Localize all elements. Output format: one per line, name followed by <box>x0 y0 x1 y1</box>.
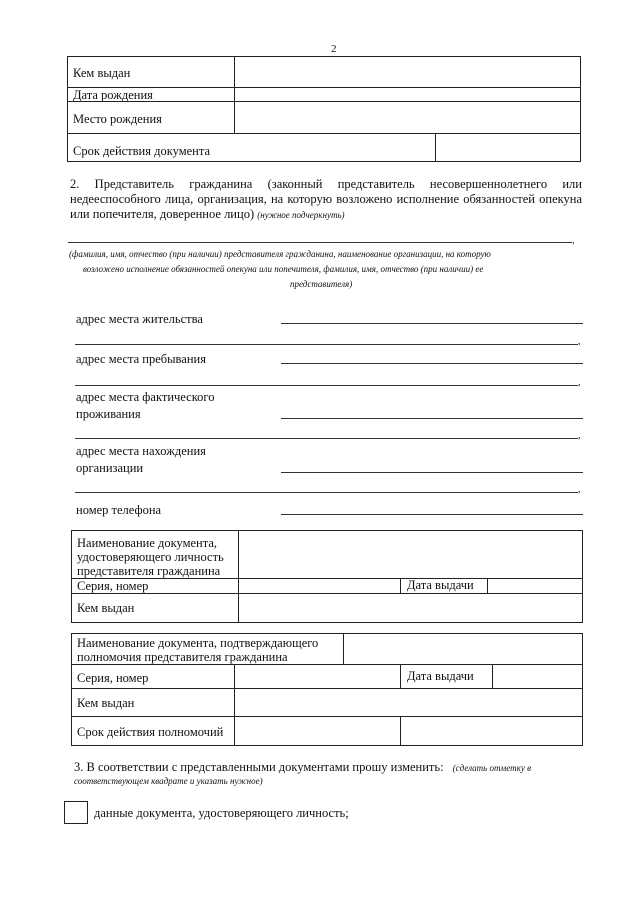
stay-address-line-2[interactable] <box>75 385 578 386</box>
section-2-text: 2. Представитель гражданина (законный представитель несовершеннолетнего или недееспособного лица, организация, на которую возложено исполнение обязанностей опекуна или попечителя, доверенное лицо) (нужное подчеркнуть) <box>70 177 582 221</box>
authority-series-label: Серия, номер <box>77 671 149 685</box>
residence-address-line-1[interactable] <box>281 323 583 324</box>
id-series-label: Серия, номер <box>77 579 149 593</box>
phone-label: номер телефона <box>76 503 162 517</box>
section-3-note-1: (сделать отметку в <box>452 763 531 773</box>
authority-validity-label: Срок действия полномочий <box>77 725 224 739</box>
authority-doc-table <box>71 633 583 746</box>
id-doc-title-1: Наименование документа, <box>77 536 218 550</box>
org-address-label-1: адрес места нахождения <box>76 444 206 458</box>
validity-label: Срок действия документа <box>73 144 211 158</box>
representative-id-table <box>71 530 583 623</box>
page-number: 2 <box>331 43 337 55</box>
authority-doc-title-2: полномочия представителя гражданина <box>77 650 288 664</box>
actual-address-label-1: адрес места фактического <box>76 390 215 404</box>
representative-caption-1: (фамилия, имя, отчество (при наличии) представителя гражданина, наименование организации, на которую <box>69 249 491 259</box>
residence-address-label: адрес места жительства <box>76 312 203 326</box>
representative-caption-3: представителя) <box>290 279 353 289</box>
id-issued-by-label: Кем выдан <box>77 601 135 615</box>
actual-address-line-2[interactable] <box>75 438 578 439</box>
id-issue-date-label: Дата выдачи <box>407 578 474 592</box>
issued-by-label: Кем выдан <box>73 66 131 80</box>
residence-address-line-2[interactable] <box>75 344 578 345</box>
option-id-data-checkbox[interactable] <box>64 801 88 824</box>
actual-address-label-2: проживания <box>76 407 141 421</box>
phone-line[interactable] <box>281 514 583 515</box>
section-3-text: 3. В соответствии с представленными документами прошу изменить: (сделать отметку в <box>74 760 531 774</box>
authority-issued-by-label: Кем выдан <box>77 696 135 710</box>
document-table-1 <box>67 56 581 162</box>
authority-issue-date-label: Дата выдачи <box>407 669 474 683</box>
org-address-label-2: организации <box>76 461 144 475</box>
authority-doc-title-1: Наименование документа, подтверждающего <box>77 636 319 650</box>
stay-address-label: адрес места пребывания <box>76 352 206 366</box>
birth-date-label: Дата рождения <box>73 88 153 102</box>
representative-name-line[interactable] <box>68 242 572 243</box>
org-address-line-2[interactable] <box>75 492 578 493</box>
org-address-line-1[interactable] <box>281 472 583 473</box>
actual-address-line-1[interactable] <box>281 418 583 419</box>
section-3-note-2: соответствующем квадрате и указать нужное) <box>74 776 263 786</box>
representative-caption-2: возложено исполнение обязанностей опекуна или попечителя, фамилия, имя, отчество (при наличии) ее <box>83 264 484 274</box>
option-id-data-label: данные документа, удостоверяющего личность; <box>94 806 349 820</box>
id-doc-title-2: удостоверяющего личность <box>77 550 224 564</box>
id-doc-title-3: представителя гражданина <box>77 564 221 578</box>
section-2-note: (нужное подчеркнуть) <box>257 210 345 220</box>
stay-address-line-1[interactable] <box>281 363 583 364</box>
birth-place-label: Место рождения <box>73 112 162 126</box>
